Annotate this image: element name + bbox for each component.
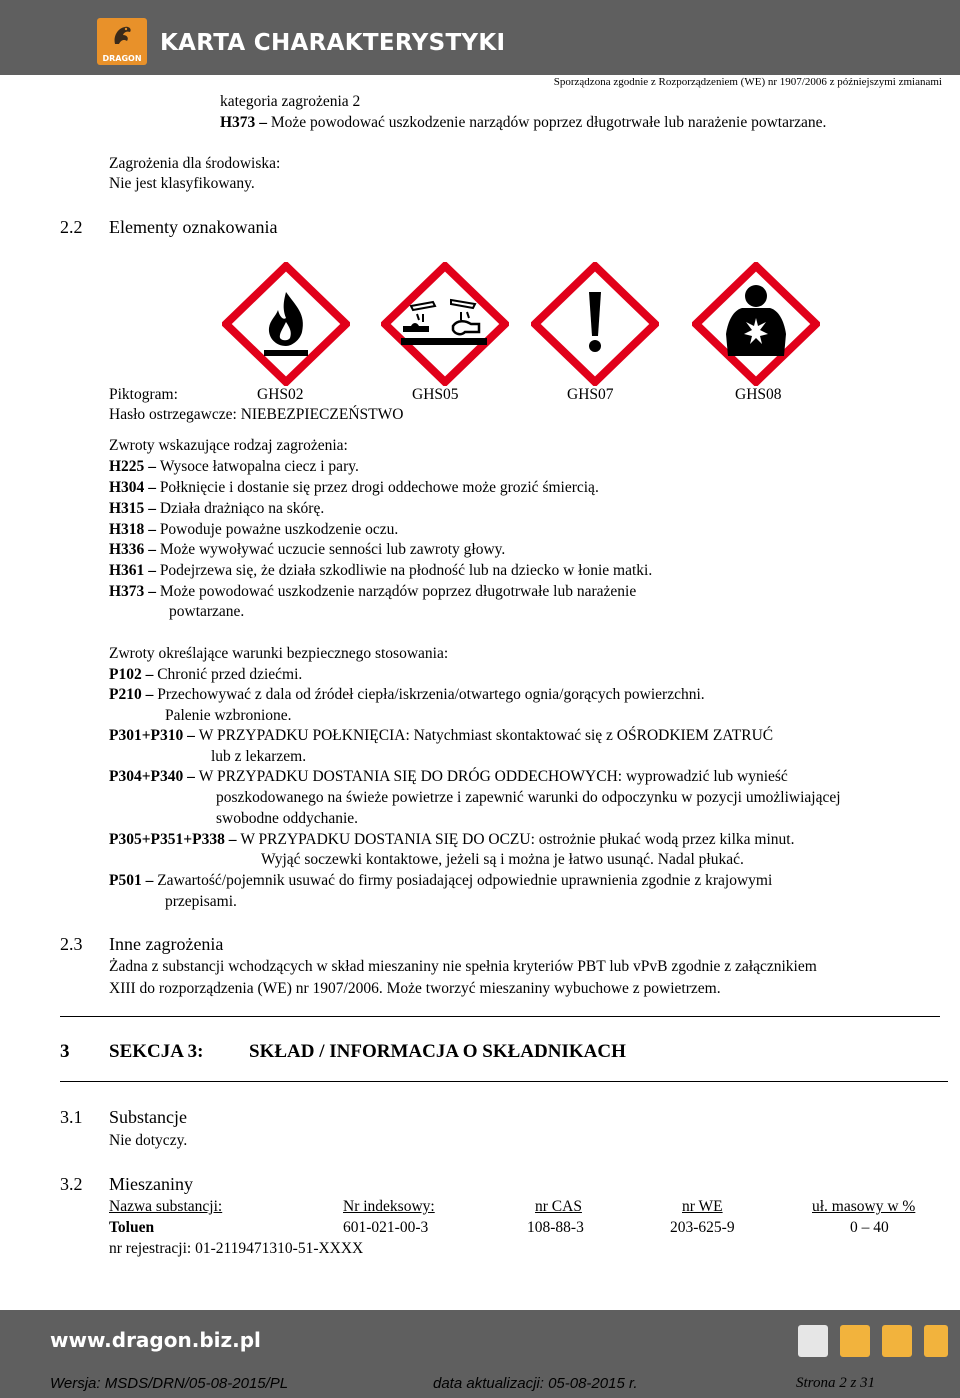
h-statement-cont: powtarzane. — [169, 603, 245, 620]
table-header: nr WE — [682, 1198, 723, 1215]
p-statement: P501 – Zawartość/pojemnik usuwać do firmy posiadającej odpowiednie uprawnienia zgodnie z krajowymi — [109, 872, 773, 889]
h-statement: H304 – Połknięcie i dostanie się przez drogi oddechowe może grozić śmiercią. — [109, 479, 599, 496]
table-header: nr CAS — [535, 1198, 582, 1215]
section-2-3-title: Inne zagrożenia — [109, 934, 224, 954]
p-statements-intro: Zwroty określające warunki bezpiecznego stosowania: — [109, 645, 449, 662]
website-link[interactable]: www.dragon.biz.pl — [50, 1328, 261, 1352]
p-statement: P305+P351+P338 – W PRZYPADKU DOSTANIA SIĘ DO OCZU: ostrożnie płukać wodą przez kilka minut. — [109, 831, 795, 848]
table-header: Nr indeksowy: — [343, 1198, 435, 1215]
section-3-number: 3 — [60, 1041, 70, 1062]
signal-word: NIEBEZPIECZEŃSTWO — [240, 406, 404, 423]
p-statement-cont: lub z lekarzem. — [211, 748, 307, 765]
section-2-2-title: Elementy oznakowania — [109, 217, 278, 237]
h373-intro: H373 – Może powodować uszkodzenie narządów poprzez długotrwałe lub narażenie powtarzane. — [220, 114, 827, 131]
p-statement: P210 – Przechowywać z dala od źródeł ciepła/iskrzenia/otwartego ognia/gorących powierzchni. — [109, 686, 705, 703]
table-cell: 203-625-9 — [670, 1219, 735, 1236]
document-title: KARTA CHARAKTERYSTYKI — [160, 30, 506, 56]
update-date: data aktualizacji: 05-08-2015 r. — [433, 1375, 638, 1392]
page-number: Strona 2 z 31 — [796, 1375, 876, 1391]
h-statements-intro: Zwroty wskazujące rodzaj zagrożenia: — [109, 437, 348, 454]
section-2-3-text: Żadna z substancji wchodzących w skład mieszaniny nie spełnia kryteriów PBT lub vPvB zgodnie z załącznikiem — [109, 958, 817, 975]
p-statement-cont: Wyjąć soczewki kontaktowe, jeżeli są i można je łatwo usunąć. Nadal płukać. — [261, 851, 744, 868]
dragon-logo — [97, 18, 147, 65]
ghs07-exclamation-icon — [531, 262, 659, 386]
registration-number: nr rejestracji: 01-2119471310-51-XXXX — [109, 1240, 364, 1257]
pictogram-code: GHS08 — [735, 386, 782, 403]
section-3-title: SKŁAD / INFORMACJA O SKŁADNIKACH — [249, 1041, 626, 1062]
p-statement-cont: Palenie wzbronione. — [165, 707, 292, 724]
p-statement-cont: poszkodowanego na świeże powietrze i zapewnić warunki do odpoczynku w pozycji umożliwiającej — [216, 789, 841, 806]
table-cell: 0 – 40 — [850, 1219, 889, 1236]
table-header: uł. masowy w % — [812, 1198, 916, 1215]
version-info: Wersja: MSDS/DRN/05-08-2015/PL — [50, 1375, 289, 1392]
section-3-1-title: Substancje — [109, 1107, 187, 1127]
divider — [60, 1016, 940, 1017]
pictogram-code: GHS02 — [257, 386, 304, 403]
ghs08-health-hazard-icon — [692, 262, 820, 386]
header-band — [0, 0, 960, 75]
p-statement-cont: przepisami. — [165, 893, 237, 910]
section-2-3-text: XIII do rozporządzenia (WE) nr 1907/2006. Może tworzyć mieszaniny wybuchowe z powietrzem. — [109, 980, 721, 997]
section-3-1-number: 3.1 — [60, 1107, 83, 1127]
p-statement-cont: swobodne oddychanie. — [216, 810, 359, 827]
p-statement: P304+P340 – W PRZYPADKU DOSTANIA SIĘ DO DRÓG ODDECHOWYCH: wyprowadzić lub wynieść — [109, 768, 788, 785]
ghs05-corrosion-icon — [381, 262, 509, 386]
logo-text: DRAGON — [102, 54, 142, 63]
table-cell: 601-021-00-3 — [343, 1219, 429, 1236]
h-statement: H336 – Może wywoływać uczucie senności lub zawroty głowy. — [109, 541, 506, 558]
footer-square — [924, 1325, 948, 1357]
signal-word-row: Hasło ostrzegawcze: NIEBEZPIECZEŃSTWO — [109, 406, 404, 423]
section-3-label: SEKCJA 3: — [109, 1041, 204, 1062]
divider — [60, 1081, 948, 1082]
hazard-category: kategoria zagrożenia 2 — [220, 93, 361, 110]
regulation-note: Sporządzona zgodnie z Rozporządzeniem (WE) nr 1907/2006 z późniejszymi zmianami — [553, 76, 942, 88]
section-2-3-number: 2.3 — [60, 934, 83, 954]
section-3-2-number: 3.2 — [60, 1174, 83, 1194]
pictogram-code: GHS05 — [412, 386, 459, 403]
footer-square — [798, 1325, 828, 1357]
dragon-icon — [109, 22, 135, 48]
env-hazard-value: Nie jest klasyfikowany. — [109, 175, 255, 192]
table-cell: 108-88-3 — [527, 1219, 584, 1236]
h-statement: H373 – Może powodować uszkodzenie narządów poprzez długotrwałe lub narażenie — [109, 583, 637, 600]
section-3-1-text: Nie dotyczy. — [109, 1132, 188, 1149]
footer-square — [840, 1325, 870, 1357]
footer-band — [0, 1310, 960, 1398]
h-statement: H315 – Działa drażniąco na skórę. — [109, 500, 325, 517]
p-statement: P102 – Chronić przed dziećmi. — [109, 666, 303, 683]
pictogram-label: Piktogram: — [109, 386, 178, 403]
section-2-2-number: 2.2 — [60, 217, 83, 237]
table-header: Nazwa substancji: — [109, 1198, 223, 1215]
h-statement: H361 – Podejrzewa się, że działa szkodliwie na płodność lub na dziecko w łonie matki. — [109, 562, 653, 579]
h-statement: H318 – Powoduje poważne uszkodzenie oczu. — [109, 521, 399, 538]
ghs02-flame-icon — [222, 262, 350, 386]
footer-square — [882, 1325, 912, 1357]
h-statement: H225 – Wysoce łatwopalna ciecz i pary. — [109, 458, 359, 475]
env-hazard-label: Zagrożenia dla środowiska: — [109, 155, 281, 172]
pictogram-code: GHS07 — [567, 386, 614, 403]
table-cell: Toluen — [109, 1219, 155, 1236]
section-3-2-title: Mieszaniny — [109, 1174, 193, 1194]
p-statement: P301+P310 – W PRZYPADKU POŁKNIĘCIA: Natychmiast skontaktować się z OŚRODKIEM ZATRUĆ — [109, 727, 774, 744]
